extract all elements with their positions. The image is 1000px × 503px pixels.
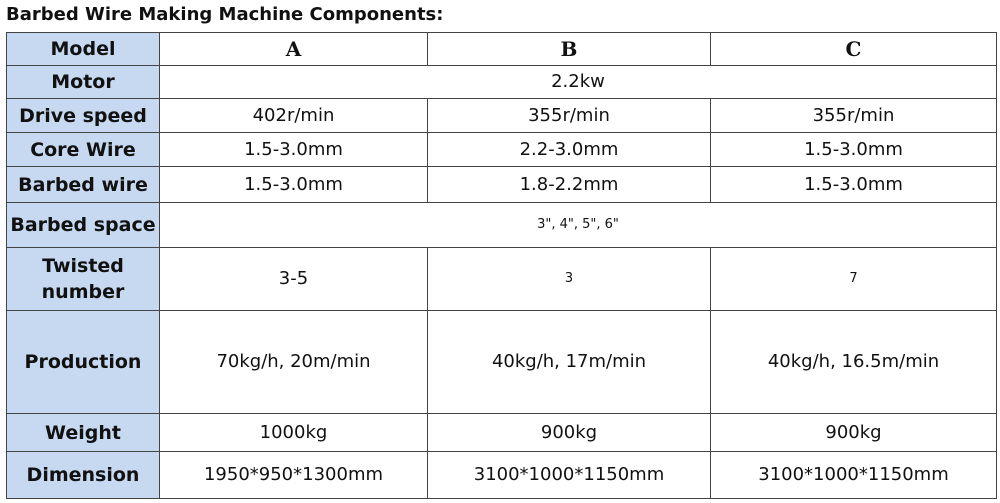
core-wire-label: Core Wire <box>7 133 160 167</box>
drive-speed-b: 355r/min <box>428 99 711 133</box>
table-row-dimension <box>7 452 997 499</box>
spec-table <box>6 32 997 499</box>
model-b-header: B <box>428 33 711 66</box>
dimension-c: 3100*1000*1150mm <box>711 452 997 499</box>
production-c: 40kg/h, 16.5m/min <box>711 311 997 414</box>
twisted-number-label-line2: number <box>41 281 125 303</box>
dimension-b: 3100*1000*1150mm <box>428 452 711 499</box>
barbed-wire-b: 1.8-2.2mm <box>428 167 711 203</box>
table-row-barbed-wire <box>7 167 997 203</box>
table-row-production <box>7 311 997 414</box>
production-label: Production <box>7 311 160 414</box>
weight-b: 900kg <box>428 414 711 452</box>
twisted-number-b: 3 <box>428 248 711 311</box>
barbed-wire-c: 1.5-3.0mm <box>711 167 997 203</box>
motor-label: Motor <box>7 66 160 99</box>
production-b: 40kg/h, 17m/min <box>428 311 711 414</box>
twisted-number-label <box>7 248 160 311</box>
dimension-a: 1950*950*1300mm <box>160 452 428 499</box>
table-row-barbed-space <box>7 203 997 248</box>
core-wire-c: 1.5-3.0mm <box>711 133 997 167</box>
model-a-header: A <box>160 33 428 66</box>
model-header-cell: Model <box>7 33 160 66</box>
drive-speed-c: 355r/min <box>711 99 997 133</box>
motor-value: 2.2kw <box>160 66 997 99</box>
core-wire-a: 1.5-3.0mm <box>160 133 428 167</box>
weight-c: 900kg <box>711 414 997 452</box>
twisted-number-label-line1: Twisted <box>42 255 124 277</box>
twisted-number-c: 7 <box>711 248 997 311</box>
twisted-number-a: 3-5 <box>160 248 428 311</box>
table-header-row <box>7 33 997 66</box>
drive-speed-a: 402r/min <box>160 99 428 133</box>
weight-a: 1000kg <box>160 414 428 452</box>
model-c-header: C <box>711 33 997 66</box>
production-a: 70kg/h, 20m/min <box>160 311 428 414</box>
dimension-label: Dimension <box>7 452 160 499</box>
core-wire-b: 2.2-3.0mm <box>428 133 711 167</box>
weight-label: Weight <box>7 414 160 452</box>
table-row-weight <box>7 414 997 452</box>
table-row-drive-speed <box>7 99 997 133</box>
page-title: Barbed Wire Making Machine Components: <box>6 4 444 25</box>
barbed-wire-label: Barbed wire <box>7 167 160 203</box>
table-row-twisted-number <box>7 248 997 311</box>
barbed-space-label: Barbed space <box>7 203 160 248</box>
barbed-wire-a: 1.5-3.0mm <box>160 167 428 203</box>
table-row-core-wire <box>7 133 997 167</box>
table-row-motor <box>7 66 997 99</box>
barbed-space-value: 3", 4", 5", 6" <box>160 203 997 248</box>
drive-speed-label: Drive speed <box>7 99 160 133</box>
